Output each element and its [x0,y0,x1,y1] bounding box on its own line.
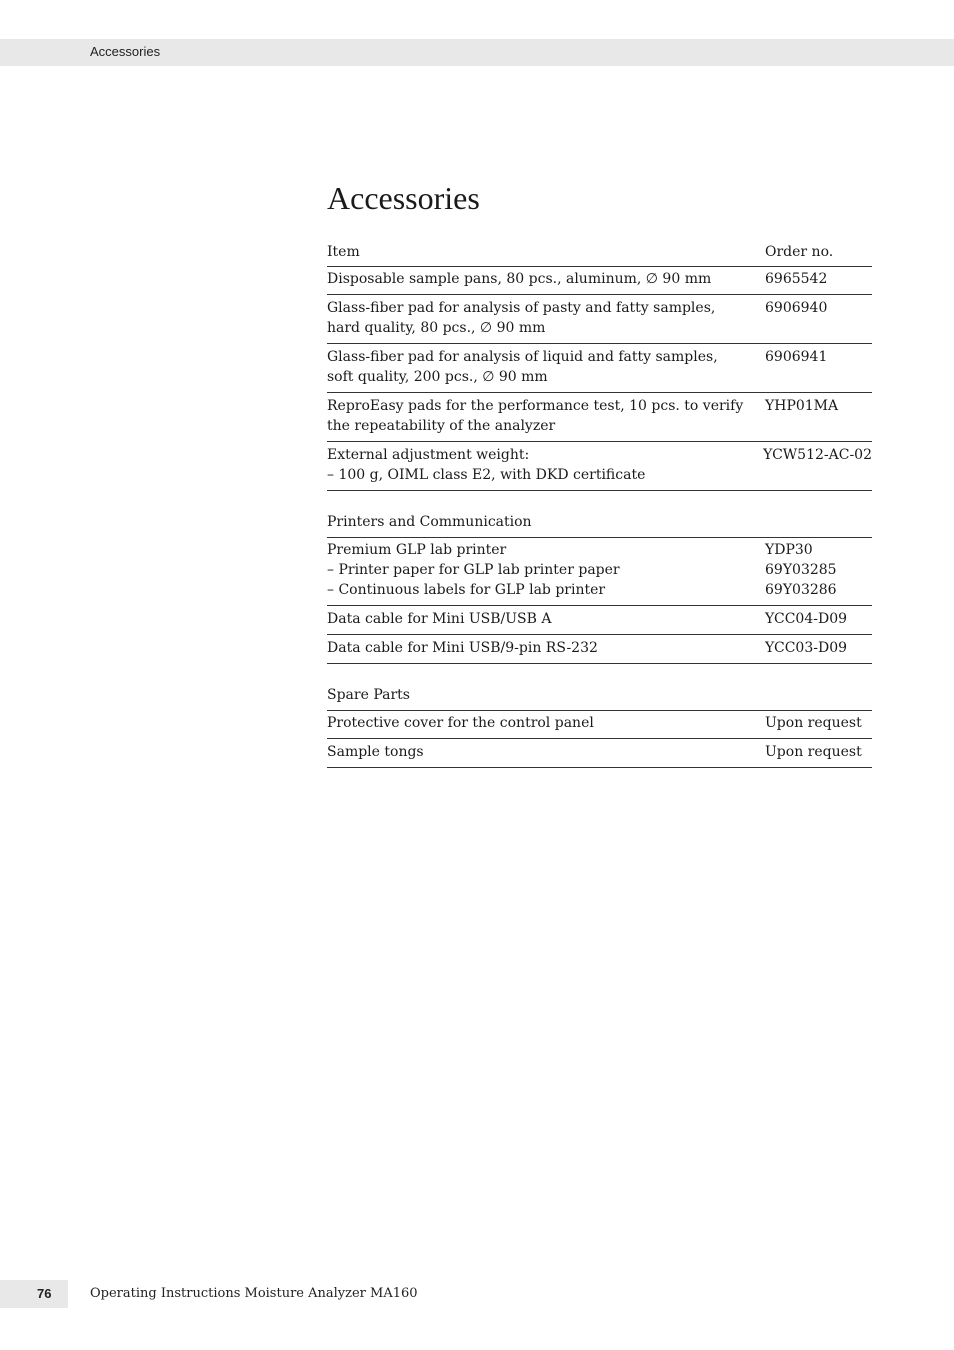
order-number-cell [765,636,872,658]
order-number: YDP30 [765,542,813,558]
item-text: Sample tongs [327,744,424,760]
item-cell [327,539,765,600]
running-header-label: Accessories [90,44,161,59]
running-header [0,39,954,66]
item-text: – Printer paper for GLP lab printer paper [327,562,620,578]
footer-document-title: Operating Instructions Moisture Analyzer MA160 [90,1286,418,1301]
item-text: – Continuous labels for GLP lab printer [327,582,606,598]
accessories-table [327,240,872,768]
item-cell [327,345,765,387]
table-row [327,711,872,739]
item-text: Glass-fiber pad for analysis of pasty and fatty samples, [327,300,716,316]
order-number-cell [765,740,872,762]
accessories-rows [327,267,872,491]
item-cell [327,394,765,436]
item-cell [327,268,765,289]
order-number: 6965542 [765,271,828,287]
item-cell [327,296,765,338]
order-number-cell [765,345,872,387]
item-text: Data cable for Mini USB/9-pin RS-232 [327,640,598,656]
page-number: 76 [37,1286,52,1301]
item-text: External adjustment weight: [327,447,530,463]
order-number: 6906940 [765,300,828,316]
item-text: hard quality, 80 pcs., ∅ 90 mm [327,320,546,336]
item-cell [327,607,765,629]
order-number: YCC04-D09 [765,611,848,627]
column-header-item: Item [327,244,360,260]
item-cell [327,443,763,485]
item-cell [327,712,765,733]
table-row [327,739,872,768]
item-text: Data cable for Mini USB/USB A [327,611,552,627]
item-text: the repeatability of the analyzer [327,418,556,434]
section-heading-spare-parts [327,682,872,711]
table-header-row [327,240,872,267]
item-text: soft quality, 200 pcs., ∅ 90 mm [327,369,548,385]
item-text: Disposable sample pans, 80 pcs., aluminum, ∅ 90 mm [327,271,712,287]
order-number: 69Y03286 [765,582,837,598]
item-text: Protective cover for the control panel [327,715,594,731]
table-row [327,635,872,664]
section-heading-label: Spare Parts [327,687,410,703]
page-title: Accessories [327,180,480,216]
item-text: Glass-fiber pad for analysis of liquid and fatty samples, [327,349,718,365]
order-number-cell [765,296,872,338]
item-text: Premium GLP lab printer [327,542,507,558]
table-row [327,442,872,491]
item-cell [327,636,765,658]
item-text: ReproEasy pads for the performance test, 10 pcs. to verify [327,398,744,414]
order-number: YCC03-D09 [765,640,848,656]
order-number-cell [765,539,872,600]
table-row [327,267,872,295]
spare-part-rows [327,711,872,768]
item-text: – 100 g, OIML class E2, with DKD certificate [327,467,646,483]
column-header-order-no: Order no. [765,244,834,260]
order-number: 69Y03285 [765,562,837,578]
order-number: Upon request [765,715,862,731]
order-number-cell [765,268,872,289]
order-number-cell [765,394,872,436]
table-row [327,344,872,393]
order-number: 6906941 [765,349,828,365]
printer-rows [327,538,872,664]
table-row [327,538,872,606]
section-heading-label: Printers and Communication [327,514,532,530]
order-number: YHP01MA [765,398,839,414]
order-number-cell [763,443,872,485]
table-row [327,295,872,344]
order-number: Upon request [765,744,862,760]
page-number-tab [0,1280,68,1308]
order-number-cell [765,607,872,629]
section-heading-printers [327,509,872,538]
item-cell [327,740,765,762]
table-row [327,606,872,635]
order-number: YCW512-AC-02 [763,447,872,463]
table-row [327,393,872,442]
order-number-cell [765,712,872,733]
